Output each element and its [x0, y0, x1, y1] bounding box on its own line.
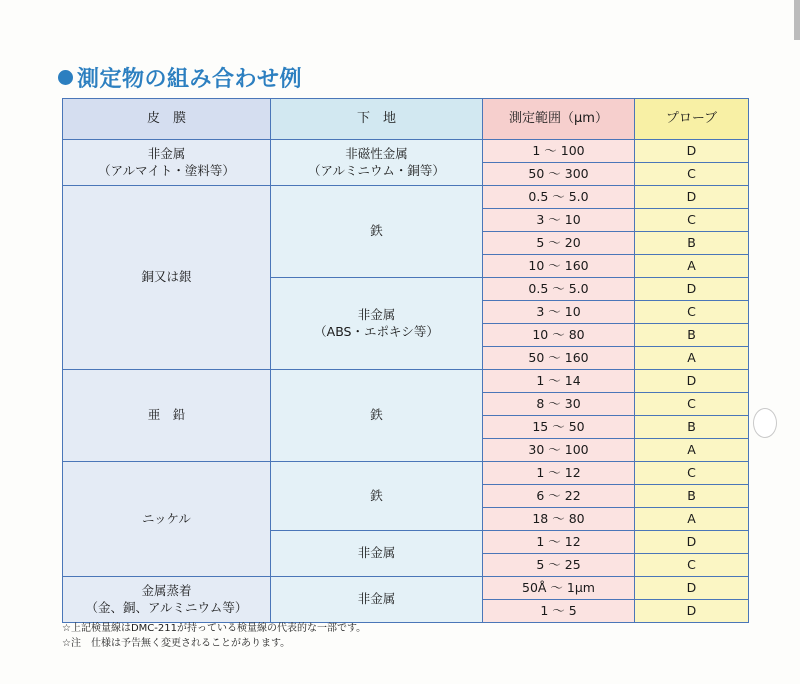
table-row: [63, 140, 749, 163]
film-cell: [63, 186, 271, 370]
film-cell: [63, 140, 271, 186]
base-cell: [271, 577, 483, 623]
bullet-icon: [58, 70, 73, 85]
base-cell: [271, 140, 483, 186]
probe-cell: C: [635, 301, 749, 324]
film-label: （金、銅、アルミニウム等）: [85, 599, 248, 615]
range-cell: 3 ～ 10: [483, 209, 635, 232]
header-range: 測定範囲（μm）: [483, 99, 635, 140]
probe-cell: A: [635, 508, 749, 531]
film-label: （アルマイト・塗料等）: [98, 162, 235, 178]
table-row: [63, 577, 749, 600]
range-cell: 5 ～ 20: [483, 232, 635, 255]
base-label: （ABS・エポキシ等）: [314, 323, 439, 339]
range-cell: 1 ～ 100: [483, 140, 635, 163]
base-label: 非金属: [357, 307, 396, 323]
base-label: （アルミニウム・銅等）: [308, 162, 445, 178]
base-label: 鉄: [370, 223, 383, 239]
footnotes: [62, 621, 366, 651]
page-edge: [794, 0, 800, 40]
film-cell: [63, 370, 271, 462]
base-cell: [271, 462, 483, 531]
film-label: 非金属: [147, 146, 186, 162]
header-base: 下 地: [271, 99, 483, 140]
probe-cell: D: [635, 140, 749, 163]
table-row: [63, 462, 749, 485]
range-cell: 50 ～ 160: [483, 347, 635, 370]
probe-cell: B: [635, 416, 749, 439]
film-label: 亜 鉛: [147, 407, 186, 423]
probe-cell: B: [635, 232, 749, 255]
probe-cell: B: [635, 324, 749, 347]
range-cell: 0.5 ～ 5.0: [483, 186, 635, 209]
range-cell: 1 ～ 12: [483, 462, 635, 485]
base-cell: [271, 531, 483, 577]
table-row: [63, 186, 749, 209]
section-title: [58, 62, 302, 93]
probe-cell: D: [635, 531, 749, 554]
range-cell: 50 ～ 300: [483, 163, 635, 186]
probe-cell: D: [635, 577, 749, 600]
range-cell: 15 ～ 50: [483, 416, 635, 439]
range-cell: 1 ～ 5: [483, 600, 635, 623]
range-cell: 3 ～ 10: [483, 301, 635, 324]
range-cell: 5 ～ 25: [483, 554, 635, 577]
header-film: 皮 膜: [63, 99, 271, 140]
probe-cell: C: [635, 462, 749, 485]
probe-cell: B: [635, 485, 749, 508]
base-label: 非金属: [357, 545, 396, 561]
footnote: ☆注 仕様は予告無く変更されることがあります。: [62, 638, 291, 649]
section-title-text: 測定物の組み合わせ例: [77, 67, 303, 92]
range-cell: 1 ～ 14: [483, 370, 635, 393]
probe-cell: D: [635, 370, 749, 393]
probe-cell: D: [635, 186, 749, 209]
probe-cell: A: [635, 347, 749, 370]
probe-cell: D: [635, 278, 749, 301]
range-cell: 6 ～ 22: [483, 485, 635, 508]
base-label: 非金属: [357, 591, 396, 607]
film-cell: [63, 577, 271, 623]
film-label: 銅又は銀: [141, 269, 192, 285]
range-cell: 8 ～ 30: [483, 393, 635, 416]
combination-table: [62, 98, 749, 623]
binder-hole: [753, 408, 777, 438]
footnote: ☆上記検量線はDMC-211が持っている検量線の代表的な一部です。: [62, 623, 367, 634]
base-cell: [271, 278, 483, 370]
header-probe: プローブ: [635, 99, 749, 140]
base-label: 鉄: [370, 487, 383, 503]
range-cell: 10 ～ 160: [483, 255, 635, 278]
table-row: [63, 370, 749, 393]
probe-cell: C: [635, 163, 749, 186]
probe-cell: A: [635, 439, 749, 462]
range-cell: 18 ～ 80: [483, 508, 635, 531]
range-cell: 10 ～ 80: [483, 324, 635, 347]
probe-cell: A: [635, 255, 749, 278]
range-cell: 30 ～ 100: [483, 439, 635, 462]
table-body: [63, 140, 749, 623]
probe-cell: C: [635, 209, 749, 232]
film-label: ニッケル: [142, 510, 191, 526]
film-cell: [63, 462, 271, 577]
base-cell: [271, 370, 483, 462]
probe-cell: D: [635, 600, 749, 623]
base-label: 鉄: [370, 407, 383, 423]
base-label: 非磁性金属: [345, 146, 408, 162]
range-cell: 50Å ～ 1μm: [483, 577, 635, 600]
base-cell: [271, 186, 483, 278]
probe-cell: C: [635, 554, 749, 577]
probe-cell: C: [635, 393, 749, 416]
range-cell: 0.5 ～ 5.0: [483, 278, 635, 301]
range-cell: 1 ～ 12: [483, 531, 635, 554]
film-label: 金属蒸着: [141, 583, 192, 599]
